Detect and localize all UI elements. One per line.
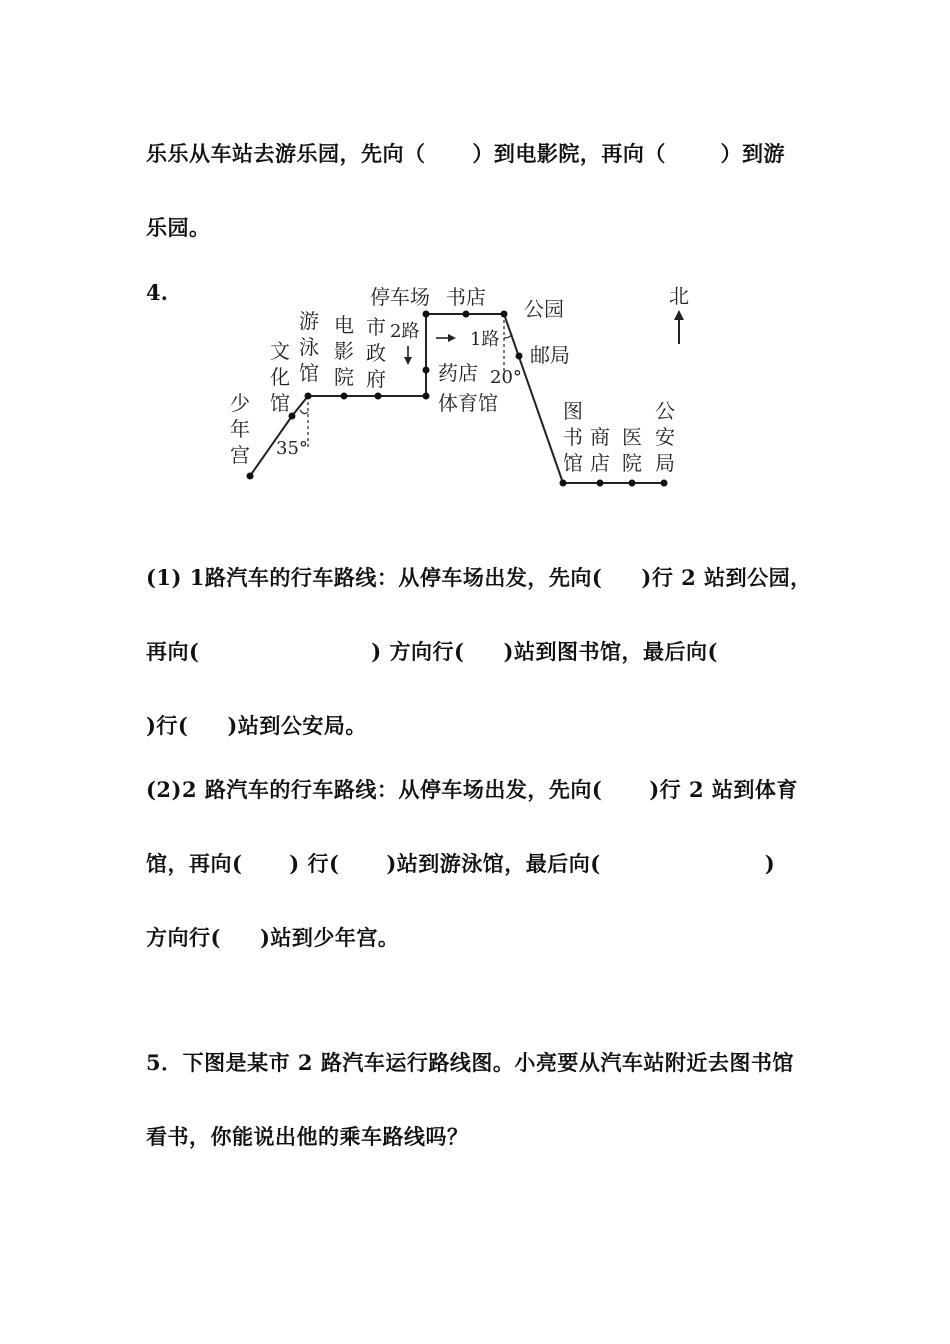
stop-yiyuan <box>629 480 636 487</box>
north-arrow-icon <box>674 310 684 344</box>
svg-text:院: 院 <box>334 365 354 389</box>
stop-tingchechang <box>423 311 430 318</box>
svg-text:局: 局 <box>655 451 675 475</box>
svg-text:店: 店 <box>590 451 610 475</box>
label-youyong <box>299 309 319 385</box>
svg-text:影: 影 <box>334 339 354 363</box>
label-tushuguan <box>563 399 583 475</box>
north-label: 北 <box>669 284 689 308</box>
stop-tiyuguan <box>423 393 430 400</box>
label-yaodian: 药店 <box>438 361 478 385</box>
stop-shudian <box>463 311 470 318</box>
angle-35-arc <box>300 410 308 414</box>
stop-gongyuan <box>501 311 508 318</box>
svg-text:少: 少 <box>230 391 250 415</box>
svg-text:泳: 泳 <box>299 335 319 359</box>
q5-line-2: 看书，你能说出他的乘车路线吗？ <box>146 1124 469 1149</box>
q4-sub2-line-1: (2)2 路汽车的行车路线：从停车场出发，先向( )行 2 站到体育 <box>146 777 798 802</box>
label-tiyuguan: 体育馆 <box>438 391 498 415</box>
route-segment-southeast <box>504 314 563 483</box>
route-2-label: 2路 <box>390 321 420 342</box>
route-2-down-arrow-icon <box>404 346 412 365</box>
bus-route-map <box>0 0 950 520</box>
svg-text:市: 市 <box>366 315 386 339</box>
route-1-right-arrow-icon <box>436 334 456 342</box>
svg-text:政: 政 <box>366 341 386 365</box>
stop-gongan <box>661 480 668 487</box>
label-tingchechang: 停车场 <box>370 285 430 309</box>
svg-text:图: 图 <box>563 399 583 423</box>
label-dianying <box>334 313 354 389</box>
svg-text:书: 书 <box>563 425 583 449</box>
q4-sub1-line-1: (1) 1路汽车的行车路线：从停车场出发，先向( )行 2 站到公园， <box>146 565 812 590</box>
svg-text:电: 电 <box>334 313 354 337</box>
stop-yaodian <box>423 367 430 374</box>
q5-line-1: 5．下图是某市 2 路汽车运行路线图。小亮要从汽车站附近去图书馆 <box>146 1050 794 1075</box>
label-shangdian <box>590 425 610 475</box>
q4-sub2-line-3: 方向行( )站到少年宫。 <box>146 925 400 950</box>
stop-tushuguan <box>560 480 567 487</box>
stop-dianying <box>341 393 348 400</box>
q4-sub2-line-2: 馆，再向( ) 行( )站到游泳馆，最后向( ) <box>146 851 776 876</box>
stop-youyong <box>305 393 312 400</box>
route-1-label: 1路 <box>470 329 500 350</box>
svg-text:商: 商 <box>590 425 610 449</box>
stop-shizhengfu <box>375 393 382 400</box>
angle-20-label: 20° <box>490 367 522 388</box>
q4-number: 4. <box>146 280 168 305</box>
svg-text:馆: 馆 <box>270 391 290 415</box>
svg-text:公: 公 <box>655 399 675 423</box>
stop-youju <box>516 353 523 360</box>
stop-shaonian <box>247 473 254 480</box>
label-shudian: 书店 <box>446 285 486 309</box>
svg-text:游: 游 <box>299 309 319 333</box>
label-yiyuan <box>622 425 642 475</box>
angle-35-label: 35° <box>276 438 308 459</box>
svg-text:院: 院 <box>622 451 642 475</box>
label-youju: 邮局 <box>530 343 570 367</box>
label-wenhua <box>270 339 290 415</box>
svg-text:宫: 宫 <box>230 443 250 467</box>
svg-text:化: 化 <box>270 365 290 389</box>
stop-shangdian <box>597 480 604 487</box>
svg-text:馆: 馆 <box>299 361 319 385</box>
q4-sub1-line-3: )行( )站到公安局。 <box>146 713 367 738</box>
q3-line-1: 乐乐从车站去游乐园，先向（ ）到电影院，再向（ ）到游 <box>146 141 786 166</box>
label-gongan <box>655 399 675 475</box>
q4-sub1-line-2: 再向( ) 方向行( )站到图书馆，最后向( <box>146 639 718 664</box>
label-shaonian <box>230 391 250 467</box>
svg-text:年: 年 <box>230 417 250 441</box>
svg-text:馆: 馆 <box>563 451 583 475</box>
svg-text:文: 文 <box>270 339 290 363</box>
svg-text:安: 安 <box>655 425 675 449</box>
label-gongyuan: 公园 <box>524 297 564 321</box>
label-shizhengfu <box>366 315 386 391</box>
svg-text:府: 府 <box>366 367 386 391</box>
svg-text:医: 医 <box>622 425 642 449</box>
q3-line-2: 乐园。 <box>146 215 211 240</box>
